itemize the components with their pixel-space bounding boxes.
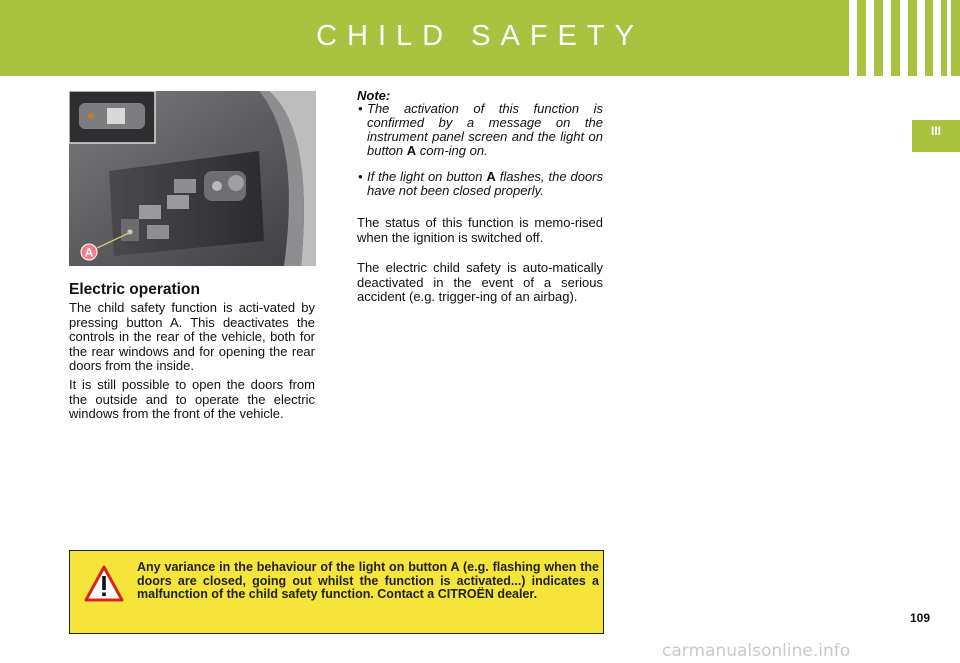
- header-stripe: [933, 0, 941, 76]
- header-stripe: [947, 0, 951, 76]
- left-paragraph-1: The child safety function is acti-vated by pressing button A. This deactivates the controls in the rear of the vehicle, both for the rear windows and for opening the rear doors from the inside.: [69, 300, 315, 373]
- right-paragraph-2: The electric child safety is auto-matically deactivated in the event of a serious accident (e.g. trigger-ing of an airbag).: [357, 260, 603, 304]
- warning-box: [69, 550, 604, 634]
- header-stripe: [917, 0, 925, 76]
- note-label: Note:: [357, 88, 391, 103]
- section-heading: Electric operation: [69, 281, 200, 298]
- callout-a-label: A: [84, 245, 94, 260]
- note-bullet-2: • If the light on button A flashes, the doors have not been closed properly.: [358, 169, 604, 198]
- warning-text: Any variance in the behaviour of the light on button A (e.g. flashing when the doors are closed, going out whilst the function is activated...) indicates a malfunction of the child safety function. Contact a CITROËN dealer.: [137, 560, 599, 601]
- door-controls-photo: [69, 91, 316, 266]
- warning-triangle-icon: [84, 565, 124, 603]
- note-bullet-1: • The activation of this function is confirmed by a message on the instrument panel screen and the light on button A com-ing on.: [358, 101, 603, 158]
- page-number: 109: [910, 611, 931, 625]
- header-stripe: [866, 0, 874, 76]
- header-stripe: [883, 0, 891, 76]
- right-paragraph-1: The status of this function is memo-rised when the ignition is switched off.: [357, 215, 603, 245]
- left-paragraph-2: It is still possible to open the doors from the outside and to operate the electric windows from the front of the vehicle.: [69, 377, 315, 421]
- header-stripe: [900, 0, 908, 76]
- watermark: carmanualsonline.info: [662, 641, 851, 661]
- chapter-tab: III: [912, 120, 960, 152]
- page-title: CHILD SAFETY: [316, 20, 644, 52]
- header-band: [0, 0, 960, 76]
- header-stripe: [849, 0, 857, 76]
